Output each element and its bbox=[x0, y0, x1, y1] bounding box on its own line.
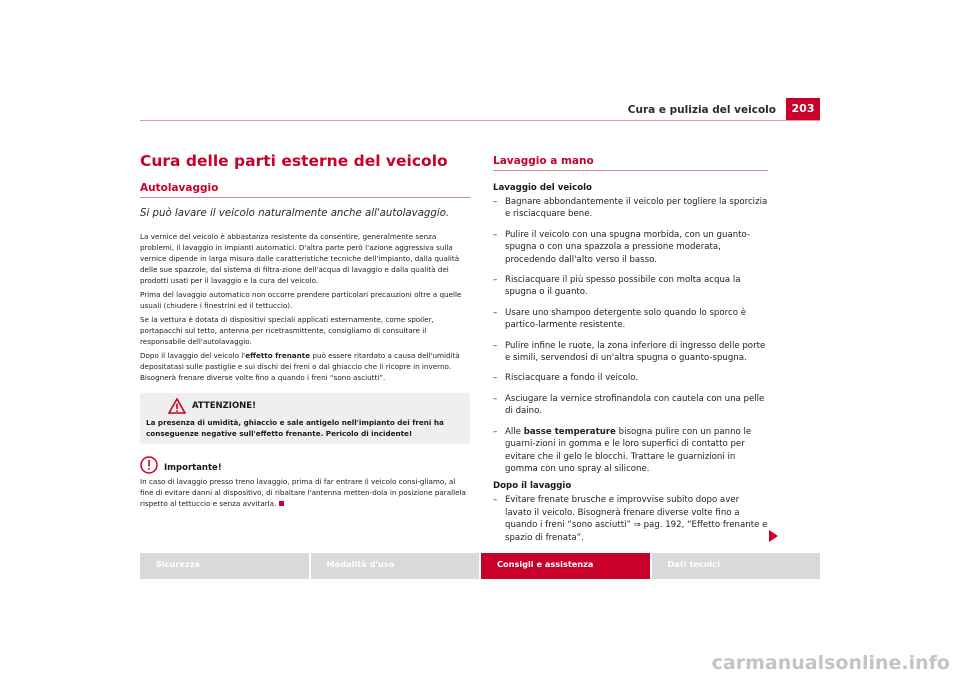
tab-sicurezza[interactable]: Sicurezza bbox=[140, 553, 309, 579]
paragraph-4: Dopo il lavaggio del veicolo l'effetto frenante può essere ritardato a causa dell'umidità depositatasi sulle pastiglie e sui dischi dei freni o dal ghiaccio che li ricopre in inverno. Bisognerà frenare diverse volte fino a quando i freni “sono asciutti”. bbox=[140, 351, 460, 382]
subsection-rule bbox=[140, 197, 470, 198]
wash-steps-list bbox=[493, 196, 768, 475]
header-title: Cura e pulizia del veicolo bbox=[627, 104, 776, 116]
paragraph-1: La vernice del veicolo è abbastanza resistente da consentire, generalmente senza problemi, il lavaggio in impianti automatici. D'altra parte però l'azione aggressiva sulla vernice dipende in larga misura dalle caratteristiche tecniche dell'impianto, dalla qualità delle sue spazzole, dal sistema di filtra-zione dell'acqua di lavaggio e dalla qualità dei prodotti usati per il lavaggio e la cura del veicolo. bbox=[140, 232, 460, 285]
list-item: – Risciacquare a fondo il veicolo. bbox=[493, 373, 639, 384]
paragraph-2: Prima del lavaggio automatico non occorre prendere particolari precauzioni oltre a quelle usuali (chiudere i finestrini ed il tettuccio). bbox=[140, 290, 462, 310]
right-column bbox=[493, 152, 768, 552]
hand-wash-title: Lavaggio a mano bbox=[493, 155, 594, 167]
end-of-section-marker bbox=[279, 501, 284, 506]
subhead-vehicle-wash: Lavaggio del veicolo bbox=[493, 183, 592, 193]
warning-title: ATTENZIONE! bbox=[192, 401, 256, 411]
footer-tabs bbox=[140, 553, 820, 579]
warning-text: La presenza di umidità, ghiaccio e sale antigelo nell'impianto dei freni ha conseguenze negative sull'effetto frenante. Pericolo di incidente! bbox=[146, 418, 444, 438]
tab-consigli-assistenza[interactable]: Consigli e assistenza bbox=[481, 553, 650, 579]
note-header bbox=[140, 456, 470, 474]
intro-text: Si può lavare il veicolo naturalmente anche all'autolavaggio. bbox=[140, 208, 450, 219]
list-item: – Alle basse temperature bisogna pulire con un panno le guarni-zioni in gomma e le loro superfici di contatto per evitare che il gelo le blocchi. Trattare le guarnizioni in gomma con uno spray al silicone. bbox=[493, 426, 752, 474]
tab-modalita-uso[interactable]: Modalità d'uso bbox=[311, 553, 480, 579]
note-text: In caso di lavaggio presso treno lavaggio, prima di far entrare il veicolo consi-gliamo, al fine di evitare danni al dispositivo, di ribaltare l'antenna metten-dola in posizione parallela rispetto al tettuccio e senza avvitarla. bbox=[140, 477, 466, 508]
warning-triangle-icon bbox=[168, 398, 186, 414]
page-number: 203 bbox=[786, 98, 820, 120]
list-item: – Pulire il veicolo con una spugna morbida, con un guanto-spugna o con una spazzola a pressione moderata, procedendo dall'alto verso il basso. bbox=[493, 229, 751, 265]
info-exclamation-icon bbox=[140, 456, 158, 474]
brake-effect-term: effetto frenante bbox=[245, 351, 311, 360]
continue-arrow-icon bbox=[769, 530, 778, 542]
list-item: – Asciugare la vernice strofinandola con cautela con una pelle di daino. bbox=[493, 393, 765, 417]
subhead-after-wash: Dopo il lavaggio bbox=[493, 481, 572, 492]
after-wash-list bbox=[493, 494, 768, 544]
note-title: Importante! bbox=[164, 463, 222, 473]
low-temperature-term: basse temperature bbox=[523, 426, 616, 437]
tab-dati-tecnici[interactable]: Dati tecnici bbox=[652, 553, 821, 579]
list-item: – Risciacquare il più spesso possibile con molta acqua la spugna o il guanto. bbox=[493, 275, 741, 298]
left-column bbox=[140, 152, 470, 509]
paragraph-3: Se la vettura è dotata di dispositivi speciali applicati esternamente, come spoiler, portapacchi sul tetto, antenna per ricetrasmittente, consigliamo di consultare il responsabile dell'autolavaggio. bbox=[140, 315, 434, 346]
list-item: – Pulire infine le ruote, la zona inferiore di ingresso delle porte e simili, servendosi di un'altra spugna o guanto-spugna. bbox=[493, 340, 766, 364]
list-item: – Bagnare abbondantemente il veicolo per togliere la sporcizia e risciacquare bene. bbox=[493, 197, 768, 220]
warning-box bbox=[140, 393, 470, 444]
section-title: Cura delle parti esterne del veicolo bbox=[140, 152, 448, 170]
subsection-title: Autolavaggio bbox=[140, 182, 219, 194]
header-rule bbox=[140, 120, 820, 121]
watermark-text: carmanualsonline.info bbox=[711, 652, 950, 674]
list-item: – Usare uno shampoo detergente solo quando lo sporco è partico-larmente resistente. bbox=[493, 307, 746, 331]
list-item: – Evitare frenate brusche e improvvise subito dopo aver lavato il veicolo. Bisognerà frenare diverse volte fino a quando i freni “sono asciutti” ⇒ pag. 192, “Effetto frenante e spazio di frenata”. bbox=[493, 495, 768, 543]
